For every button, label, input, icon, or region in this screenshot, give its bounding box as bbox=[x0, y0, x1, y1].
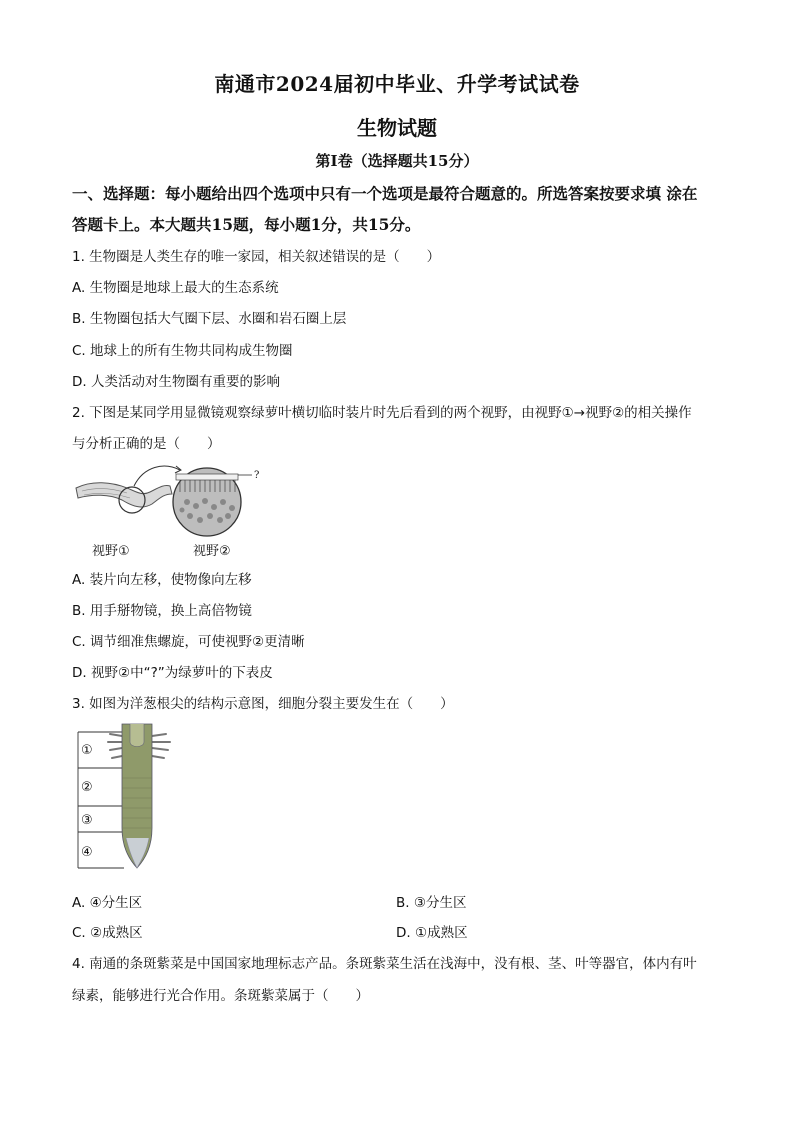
section-instruction-line2: 答题卡上。本大题共15题，每小题1分，共15分。 bbox=[72, 215, 421, 234]
q4-stem-line1: 4. 南通的条斑紫菜是中国国家地理标志产品。条斑紫菜生活在浅海中，没有根、茎、叶等器官，体内有叶 bbox=[72, 956, 697, 972]
q3-option-b: B. ③分生区 bbox=[396, 895, 467, 911]
section-instruction-line1: 一、选择题：每小题给出四个选项中只有一个选项是最符合题意的。所选答案按要求填 涂在 bbox=[72, 184, 698, 203]
q2-option-b: B. 用手掰物镜，换上高倍物镜 bbox=[72, 603, 252, 619]
onion-root-tip-figure bbox=[74, 718, 184, 874]
q1-option-c: C. 地球上的所有生物共同构成生物圈 bbox=[72, 343, 293, 359]
q2-stem-line1: 2. 下图是某同学用显微镜观察绿萝叶横切临时装片时先后看到的两个视野，由视野①→视野②的相关操作 bbox=[72, 405, 692, 421]
label-3: ③ bbox=[81, 813, 93, 828]
label-4: ④ bbox=[81, 845, 93, 860]
q2-option-a: A. 装片向左移，使物像向左移 bbox=[72, 572, 252, 588]
arrow-icon bbox=[134, 466, 180, 486]
question-mark-label: ? bbox=[254, 470, 260, 481]
q3-stem: 3. 如图为洋葱根尖的结构示意图，细胞分裂主要发生在（ ） bbox=[72, 696, 454, 712]
view2-caption: 视野② bbox=[193, 544, 231, 559]
q4-stem-line2: 绿素，能够进行光合作用。条斑紫菜属于（ ） bbox=[72, 988, 369, 1004]
q3-option-a: A. ④分生区 bbox=[72, 895, 143, 911]
label-2: ② bbox=[81, 780, 93, 795]
q1-option-b: B. 生物圈包括大气圈下层、水圈和岩石圈上层 bbox=[72, 311, 347, 327]
leaf-section-shape bbox=[76, 483, 172, 507]
q3-option-d: D. ①成熟区 bbox=[396, 925, 468, 941]
part-title: 第I卷（选择题共15分） bbox=[315, 152, 479, 170]
q2-option-c: C. 调节细准焦螺旋，可使视野②更清晰 bbox=[72, 634, 305, 650]
q2-stem-line2: 与分析正确的是（ ） bbox=[72, 436, 221, 452]
q1-option-d: D. 人类活动对生物圈有重要的影响 bbox=[72, 374, 280, 390]
view1-caption: 视野① bbox=[92, 544, 130, 559]
exam-title: 南通市2024届初中毕业、升学考试试卷 bbox=[214, 72, 580, 96]
label-1: ① bbox=[81, 743, 93, 758]
microscope-views-figure bbox=[72, 458, 272, 540]
subject-title: 生物试题 bbox=[357, 116, 437, 140]
q3-option-c: C. ②成熟区 bbox=[72, 925, 143, 941]
q2-option-d: D. 视野②中“?”为绿萝叶的下表皮 bbox=[72, 665, 273, 681]
q1-option-a: A. 生物圈是地球上最大的生态系统 bbox=[72, 280, 279, 296]
q1-stem: 1. 生物圈是人类生存的唯一家园，相关叙述错误的是（ ） bbox=[72, 249, 441, 265]
